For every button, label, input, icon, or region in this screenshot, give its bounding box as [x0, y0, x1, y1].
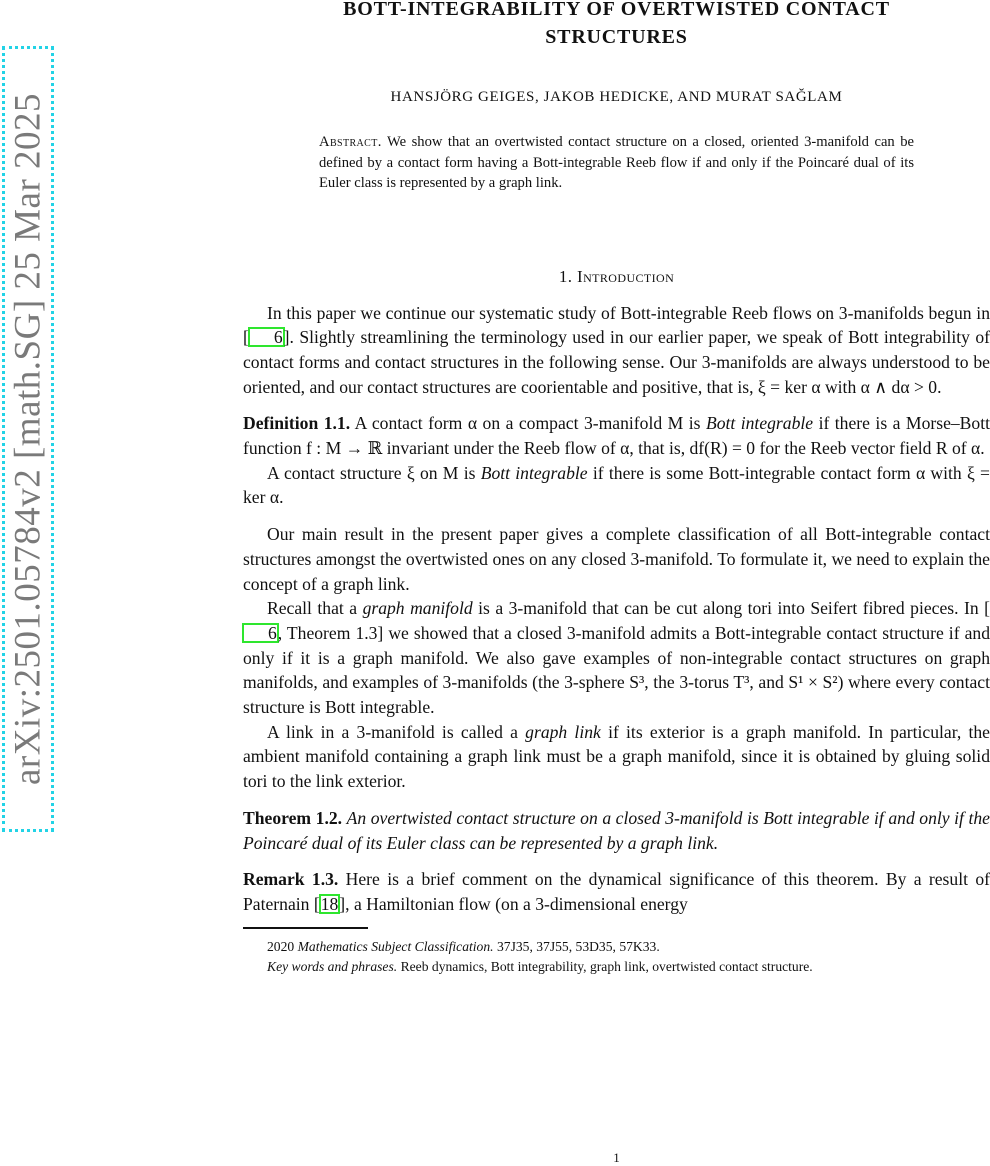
keywords-text: Reeb dynamics, Bott integrability, graph link, overtwisted contact structure. [400, 958, 813, 974]
remark-1-3 [243, 867, 990, 916]
paper-page [243, 0, 990, 1165]
section-number: 1. [558, 266, 573, 286]
graph-link-text-a: A link in a 3-manifold is called a [267, 721, 518, 742]
theorem-label: Theorem 1.2. [243, 807, 343, 828]
paper-title [243, 0, 990, 51]
section-title: Introduction [577, 266, 675, 286]
definition-text-c: A contact structure ξ on M is [267, 462, 476, 483]
definition-continuation [243, 461, 990, 510]
citation-link[interactable]: 18 [320, 893, 339, 914]
theorem-statement: An overtwisted contact structure on a closed 3-manifold is Bott integrable if and only if the Poincaré dual of its Euler class can be represented by a graph link. [243, 807, 990, 853]
abstract-label: Abstract. [319, 134, 382, 150]
graph-link-emph: graph link [525, 721, 601, 742]
definition-text-b: if there is a Morse–Bott function f : M → ℝ invariant under the Reeb flow of α, that is, df(R) = 0 for the Reeb vector field R of α. [243, 413, 990, 459]
arxiv-stamp [2, 46, 54, 832]
definition-label: Definition 1.1. [243, 413, 351, 434]
title-line-2: STRUCTURES [545, 26, 688, 48]
graph-link-text-b: if its exterior is a graph manifold. In particular, the ambient manifold containing a graph link must be a graph manifold, since it is obtained by gluing solid tori to the link exterior. [243, 721, 990, 792]
remark-text-a: Here is a brief comment on the dynamical significance of this theorem. By a result of Paternain [ [243, 869, 990, 914]
msc-codes: 37J35, 37J55, 53D35, 57K33. [496, 938, 660, 954]
intro-text-b: ]. Slightly streamlining the terminology used in our earlier paper, we speak of Bott integrability of contact forms and contact structures in the following sense. Our 3-manifolds are always understood to be oriented, and our contact structures are coorientable and positive, that is, ξ = ker α with α ∧ dα > 0. [243, 327, 990, 397]
main-result-paragraph: Our main result in the present paper gives a complete classification of all Bott-integrable contact structures amongst the overtwisted ones on any closed 3-manifold. To formulate it, we need to explain the concept of a graph link. [243, 524, 990, 594]
graph-manifold-text-a: Recall that a [267, 598, 358, 619]
definition-text-d: if there is some Bott-integrable contact form α with ξ = ker α. [243, 462, 990, 508]
graph-manifold-text-c: , Theorem 1.3] we showed that a closed 3-manifold admits a Bott-integrable contact structure if and only if it is a graph manifold. We also gave examples of non-integrable contact structures on graph manifolds, and examples of 3-manifolds (the 3-sphere S³, the 3-torus T³, and S¹ × S²) where every contact structure is Bott integrable. [243, 622, 990, 718]
section-heading [243, 267, 990, 287]
citation-link[interactable]: 6 [249, 328, 284, 346]
msc-label: Mathematics Subject Classification. [297, 938, 494, 954]
footnote-msc [243, 937, 990, 957]
definition-text-a: A contact form α on a compact 3-manifold M is [354, 413, 701, 434]
intro-text-a: In this paper we continue our systematic study of Bott-integrable Reeb flows on 3-manifolds begun in [ [243, 302, 990, 348]
definition-emph-a: Bott integrable [705, 413, 814, 434]
definition-1-1 [243, 411, 990, 460]
abstract [319, 132, 914, 194]
graph-manifold-emph: graph manifold [362, 598, 473, 619]
abstract-text: We show that an overtwisted contact structure on a closed, oriented 3-manifold can be defined by a contact form having a Bott-integrable Reeb flow if and only if the Poincaré dual of its Euler class is represented by a graph link. [319, 134, 914, 191]
intro-paragraph [243, 301, 990, 400]
msc-year: 2020 [267, 938, 295, 954]
remark-label: Remark 1.3. [243, 869, 339, 890]
title-line-1: BOTT-INTEGRABILITY OF OVERTWISTED CONTACT [343, 0, 890, 20]
keywords-label: Key words and phrases. [267, 958, 398, 974]
footnote-rule [243, 927, 368, 929]
definition-emph-b: Bott integrable [480, 462, 588, 483]
page-number: 1 [613, 1150, 620, 1165]
author-list: HANSJÖRG GEIGES, JAKOB HEDICKE, AND MURAT SAĞLAM [390, 89, 843, 105]
graph-link-paragraph [243, 720, 990, 794]
citation-link[interactable]: 6 [243, 624, 278, 642]
graph-manifold-text-b: is a 3-manifold that can be cut along tori into Seifert fibred pieces. In [ [478, 598, 990, 619]
arxiv-identifier[interactable]: arXiv:2501.05784v2 [math.SG] 25 Mar 2025 [7, 92, 49, 786]
graph-manifold-paragraph [243, 596, 990, 720]
footnote-keywords [243, 957, 990, 977]
remark-text-b: ], a Hamiltonian flow (on a 3-dimensional energy [339, 893, 688, 914]
theorem-1-2 [243, 806, 990, 855]
